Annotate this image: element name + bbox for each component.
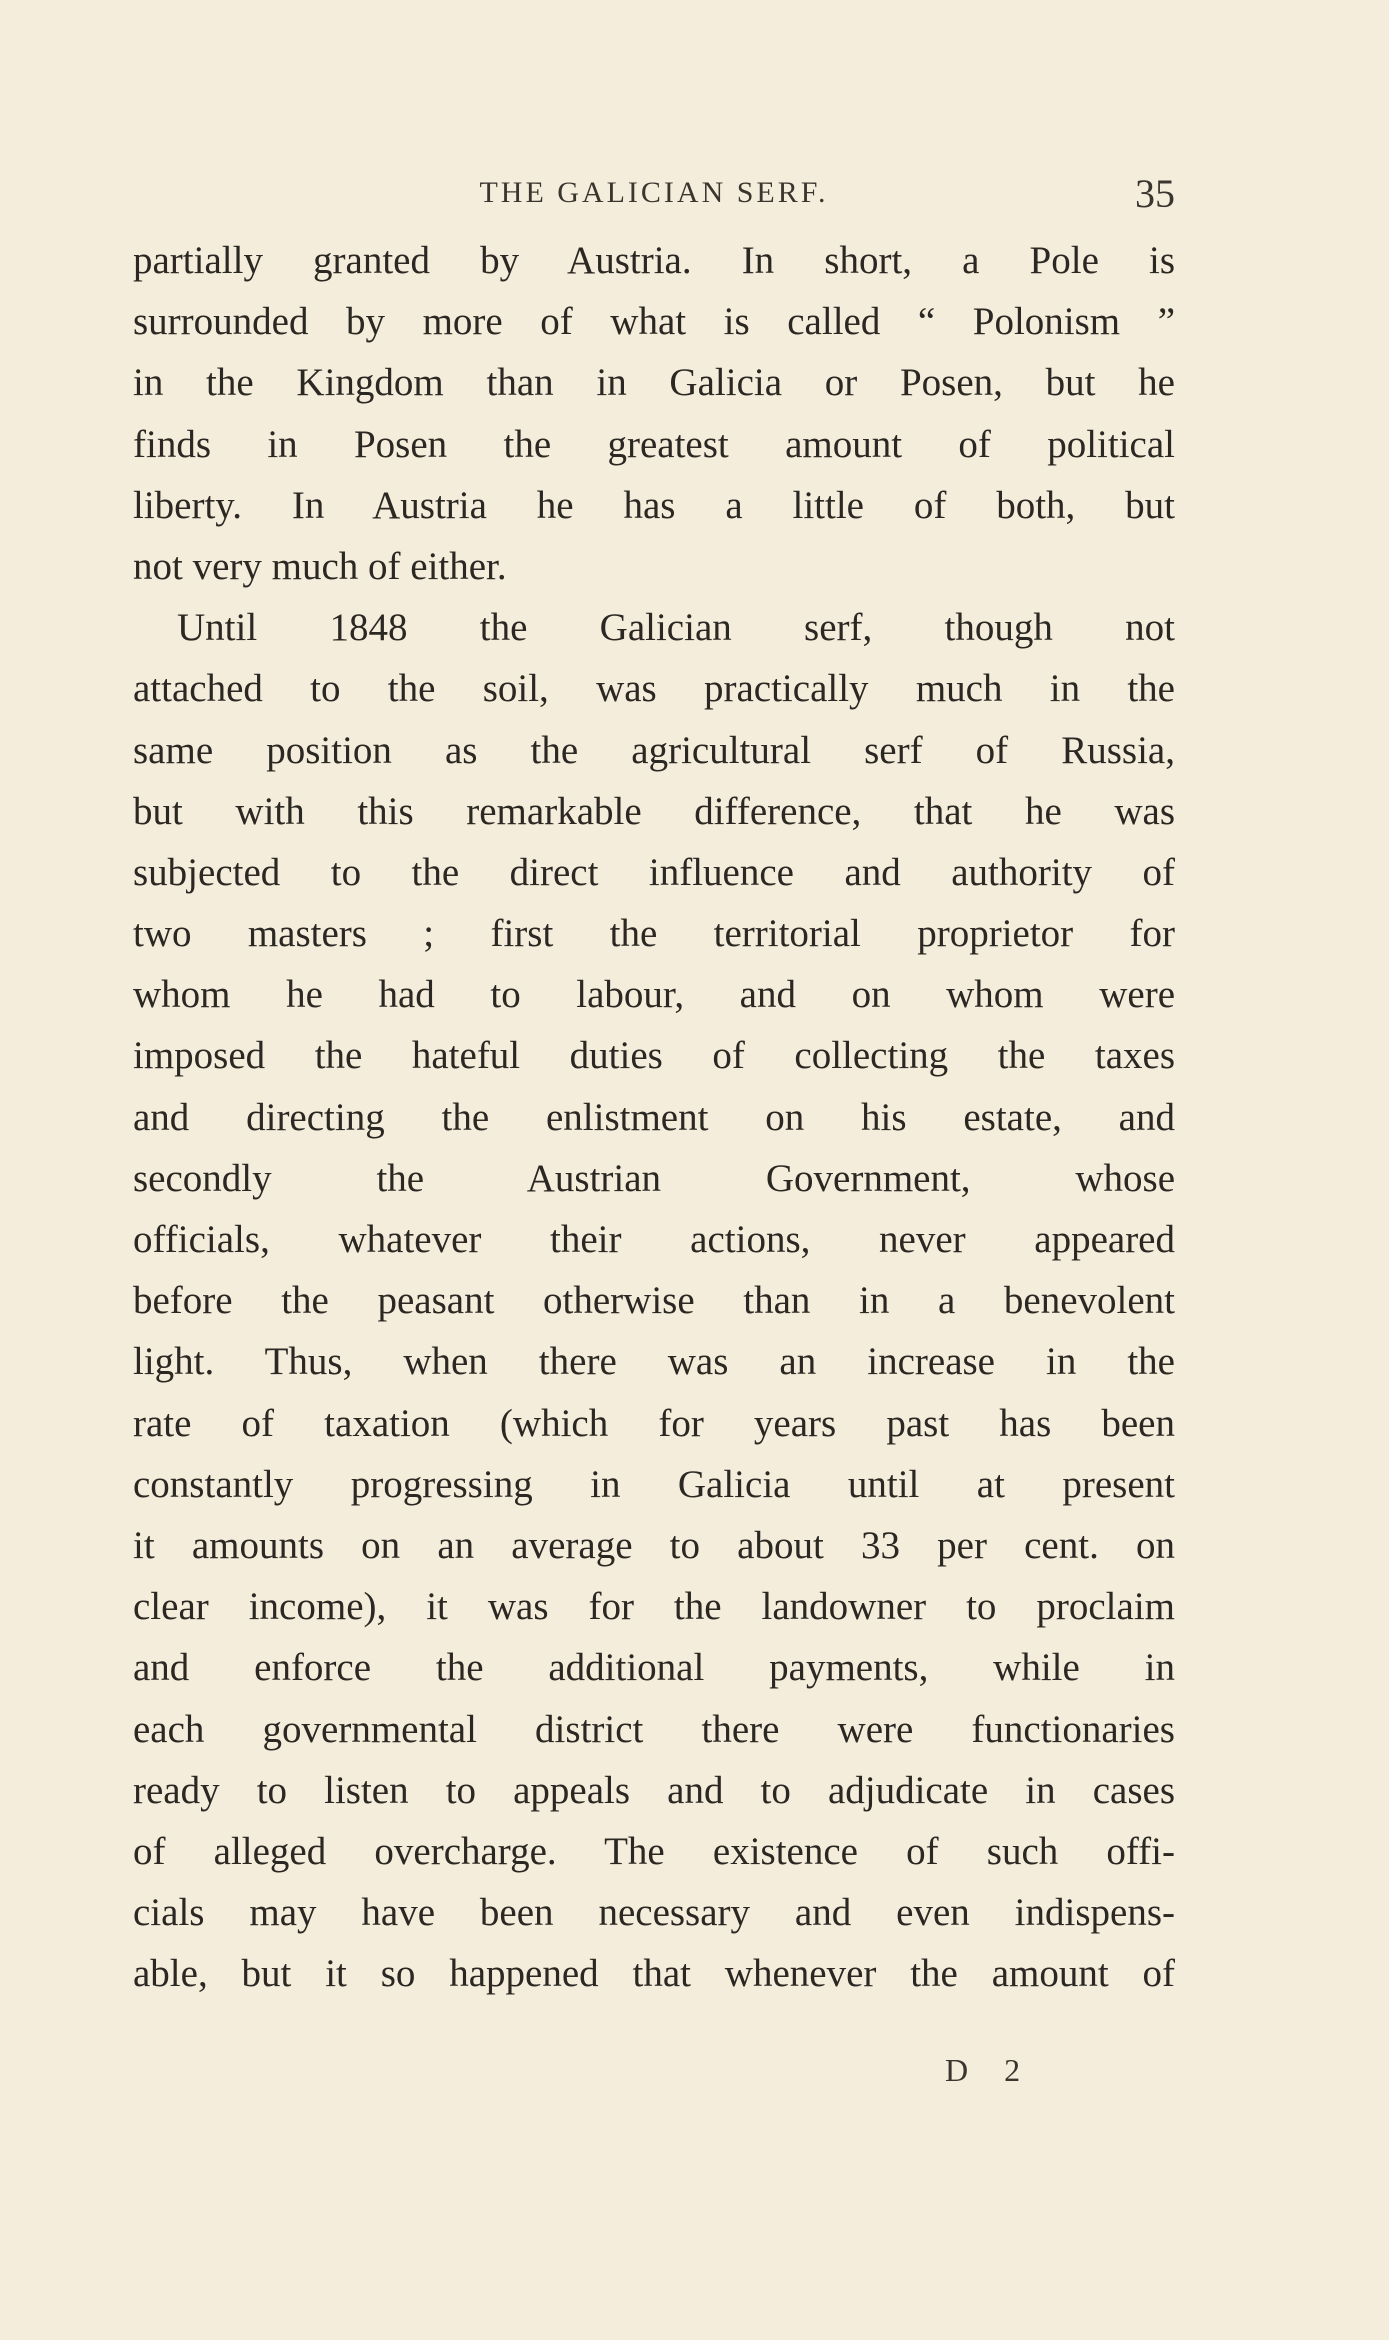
text-line: rate of taxation (which for years past has been	[133, 1401, 1175, 1445]
text-line: whom he had to labour, and on whom were	[133, 973, 1175, 1017]
text-line: finds in Posen the greatest amount of political	[133, 422, 1175, 466]
text-line: same position as the agricultural serf of Russia,	[133, 728, 1175, 772]
text-line: before the peasant otherwise than in a benevolent	[133, 1279, 1175, 1323]
text-line: liberty. In Austria he has a little of both, but	[133, 483, 1175, 527]
text-line: officials, whatever their actions, never appeared	[133, 1218, 1175, 1261]
text-line: cials may have been necessary and even indispens-	[133, 1891, 1175, 1935]
running-title: THE GALICIAN SERF.	[479, 176, 829, 209]
text-line: clear income), it was for the landowner to proclaim	[133, 1585, 1175, 1629]
signature-mark: D 2	[945, 2052, 1035, 2088]
text-line: imposed the hateful duties of collecting the taxes	[133, 1034, 1175, 1078]
text-line: attached to the soil, was practically much in the	[133, 667, 1175, 711]
body-text	[133, 230, 1175, 2004]
running-head	[133, 170, 1175, 220]
text-line: able, but it so happened that whenever the amount of	[133, 1952, 1175, 1996]
text-line: surrounded by more of what is called “ Polonism ”	[133, 300, 1175, 344]
text-line: but with this remarkable difference, that he was	[133, 789, 1175, 833]
text-line: subjected to the direct influence and authority of	[133, 850, 1175, 894]
text-line: and enforce the additional payments, while in	[133, 1646, 1175, 1690]
text-line: it amounts on an average to about 33 per cent. on	[133, 1523, 1175, 1567]
text-line: constantly progressing in Galicia until at present	[133, 1462, 1175, 1506]
text-line: partially granted by Austria. In short, a Pole is	[133, 239, 1175, 282]
text-line: Until 1848 the Galician serf, though not	[177, 606, 1175, 650]
page-number: 35	[1135, 171, 1175, 216]
paragraph	[133, 230, 1175, 597]
text-line: of alleged overcharge. The existence of such offi-	[133, 1829, 1175, 1873]
text-line: two masters ; first the territorial proprietor for	[133, 912, 1175, 956]
text-line: and directing the enlistment on his estate, and	[133, 1095, 1175, 1139]
text-line: secondly the Austrian Government, whose	[133, 1156, 1175, 1200]
text-line: not very much of either.	[133, 544, 507, 588]
text-line: each governmental district there were functionaries	[133, 1707, 1175, 1751]
paragraph	[133, 597, 1175, 2004]
text-line: ready to listen to appeals and to adjudicate in cases	[133, 1768, 1175, 1812]
text-line: light. Thus, when there was an increase in the	[133, 1340, 1175, 1384]
text-line: in the Kingdom than in Galicia or Posen, but he	[133, 361, 1175, 405]
